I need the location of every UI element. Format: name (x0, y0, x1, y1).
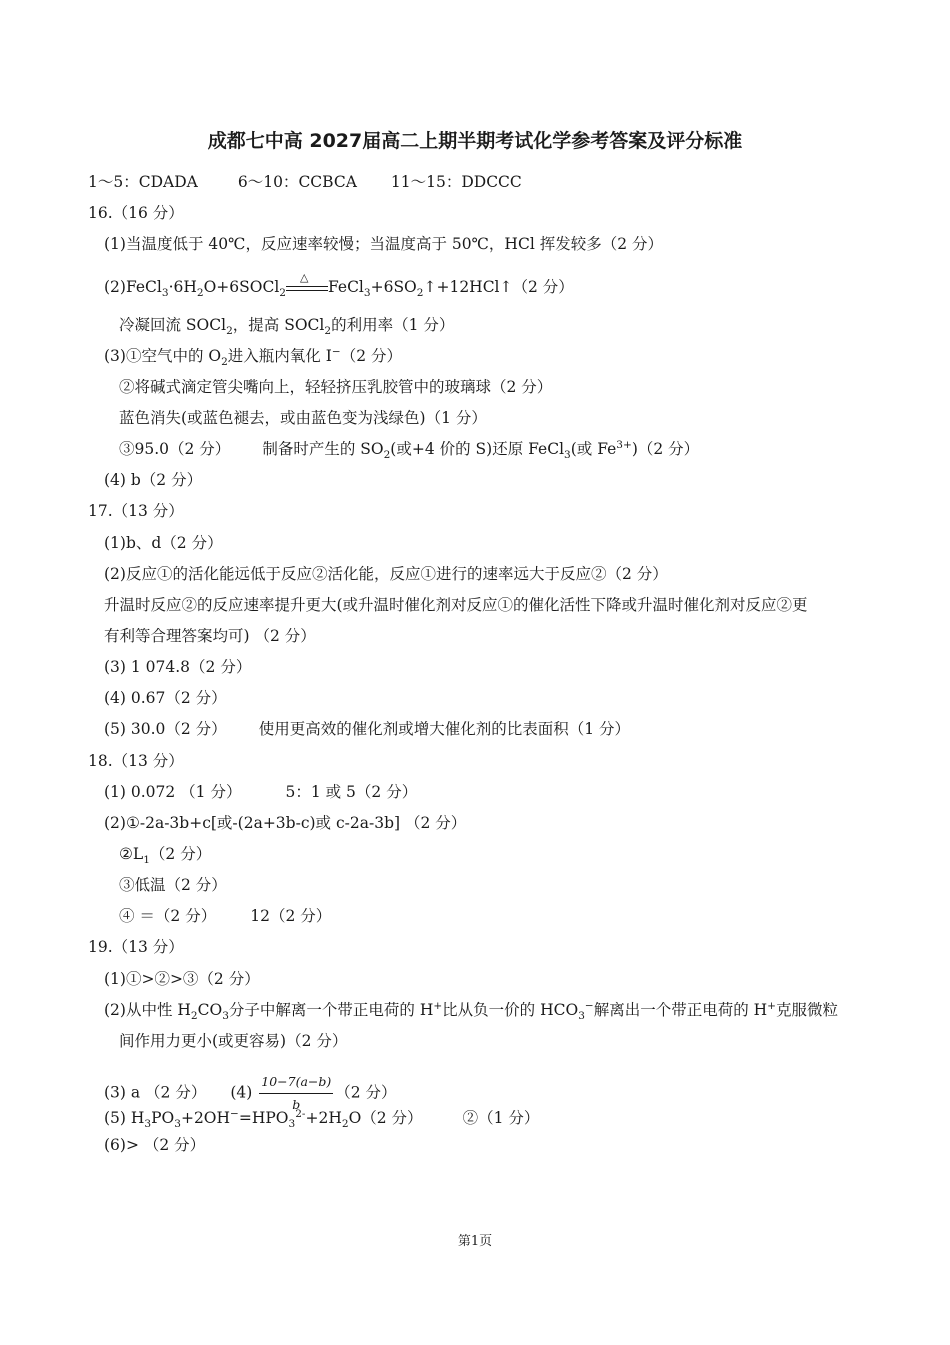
q16-part2-equation: $(2)FeCl_3\cdot 6H_2O+6SOCl_2$ △ $FeCl_3+6SO_2↑+12HCl↑(2$ 分） (104, 271, 574, 300)
choice-answers: 1～5：CDADA 6～10：CCBCA 11～15：DDCCC (88, 173, 522, 191)
q18-part2-c: ③低温（2 分） (119, 876, 227, 894)
q17-heading: 17.（13 分） (88, 502, 184, 520)
q16-part3-d: ③95.0（2 分） 制备时产生的 $SO_2$(或+4 价的 S)还原 FeCl$_3$(或 $Fe^{3+})(2$ 分） (119, 438, 700, 462)
q19-part6: (6)> （2 分） (104, 1136, 206, 1154)
q19-part3-4: (3) a （2 分） (4) $\frac{10-7(a-b)}{b}$ （2 分） (104, 1072, 397, 1115)
q16-part4: (4) b（2 分） (104, 471, 203, 489)
q18-part1: (1) 0.072 （1 分） 5：1 或 5（2 分） (104, 783, 418, 801)
page-title: 成都七中高 2027届高二上期半期考试化学参考答案及评分标准 (207, 130, 743, 152)
q18-part2-b: $②L_1(2$ 分） (119, 845, 212, 867)
q17-part2-cont1: 升温时反应②的反应速率提升更大(或升温时催化剂对反应①的催化活性下降或升温时催化剂对反应②更 (104, 596, 808, 614)
q17-part2-cont2: 有利等合理答案均可) （2 分） (104, 627, 316, 645)
q19-part2-cont: 间作用力更小(或更容易)（2 分） (119, 1032, 348, 1050)
q16-part3-b: ②将碱式滴定管尖嘴向上，轻轻挤压乳胶管中的玻璃球（2 分） (119, 378, 553, 396)
heating-condition-arrow: △ (286, 281, 328, 295)
q16-part1: (1)当温度低于 40℃，反应速率较慢；当温度高于 50℃，HCl 挥发较多（2 分） (104, 235, 663, 253)
q16-heading: 16.（16 分） (88, 204, 184, 222)
q19-part4-fraction: $\frac{10-7(a-b)}{b}$ (261, 1074, 332, 1112)
q16-part3-c: 蓝色消失(或蓝色褪去，或由蓝色变为浅绿色)（1 分） (119, 409, 487, 427)
q17-part4: (4) 0.67（2 分） (104, 689, 227, 707)
q17-part5: (5) 30.0（2 分） 使用更高效的催化剂或增大催化剂的比表面积（1 分） (104, 720, 630, 738)
q17-part2: (2)反应①的活化能远低于反应②活化能，反应①进行的速率远大于反应②（2 分） (104, 565, 668, 583)
q19-heading: 19.（13 分） (88, 938, 184, 956)
q16-part2-note: 冷凝回流 SOCl$_2$，提高 SOCl$_2$的利用率（1 分） (119, 316, 455, 338)
q17-part1: (1)b、d（2 分） (104, 534, 223, 552)
q19-part5: (5) $H_3PO_3+2OH^-=HPO_3^{2-}+2H_2O(2$ 分） ②（1 分） (104, 1107, 540, 1131)
q18-heading: 18.（13 分） (88, 752, 184, 770)
q16-part3-a: (3)①空气中的 $O_2$进入瓶内氧化 I−（2 分） (104, 345, 402, 369)
q19-part2: (2)从中性 $H_2CO_3$分子中解离一个带正电荷的 H+比从负一价的 $HCO_3^-$解离出一个带正电荷的 H+克服微粒 (104, 999, 839, 1023)
q17-part3: (3) 1 074.8（2 分） (104, 658, 252, 676)
q18-part2-d: ④ ＝（2 分） 12（2 分） (119, 907, 332, 925)
page-number: 第1页 (457, 1234, 493, 1249)
q18-part2-a: (2)①-2a-3b+c[或-(2a+3b-c)或 c-2a-3b] （2 分） (104, 814, 467, 832)
q19-part1: (1)①>②>③（2 分） (104, 970, 260, 988)
